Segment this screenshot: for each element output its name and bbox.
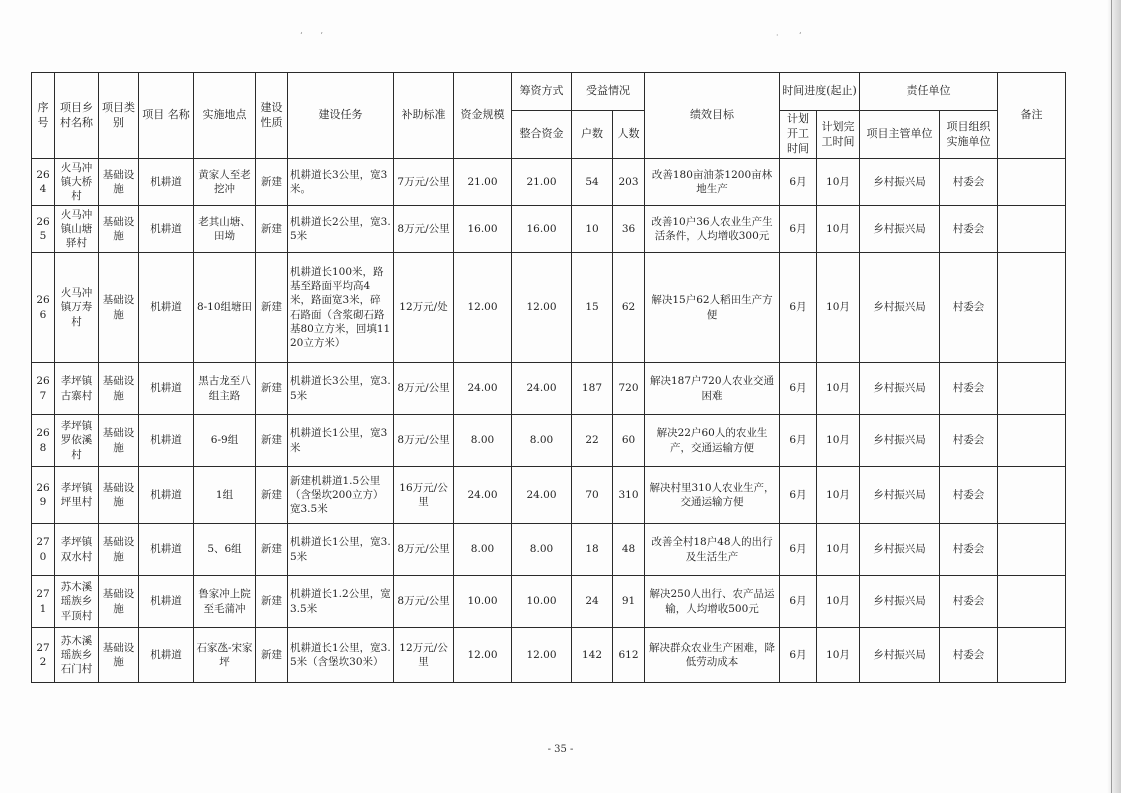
table-row (32, 467, 1066, 524)
header-responsibility: 责任单位 (860, 73, 998, 111)
row-location: 8-10组塘田 (194, 253, 256, 363)
row-location: 黄家人至老挖冲 (194, 159, 256, 206)
row-task: 机耕道长1公里，宽3米 (288, 415, 394, 467)
row-task: 机耕道长1公里，宽3.5米 (288, 524, 394, 576)
row-households: 70 (572, 467, 613, 524)
row-category: 基础设施 (99, 159, 139, 206)
row-people: 720 (613, 363, 645, 415)
row-finish: 10月 (817, 253, 860, 363)
row-nature: 新建 (256, 253, 288, 363)
row-org: 村委会 (940, 363, 998, 415)
row-start: 6月 (780, 467, 817, 524)
row-fund-scale: 16.00 (454, 206, 512, 253)
row-org: 村委会 (940, 159, 998, 206)
header-category: 项目类别 (99, 73, 139, 159)
row-people: 91 (613, 576, 645, 628)
row-nature: 新建 (256, 363, 288, 415)
table-row (32, 524, 1066, 576)
row-integrated-fund: 24.00 (512, 467, 572, 524)
row-finish: 10月 (817, 415, 860, 467)
header-subsidy: 补助标准 (394, 73, 454, 159)
header-integrated-fund: 整合资金 (512, 111, 572, 159)
header-org: 项目组织实施单位 (940, 111, 998, 159)
row-fund-scale: 10.00 (454, 576, 512, 628)
row-goal: 解决187户720人农业交通困难 (645, 363, 780, 415)
row-name: 机耕道 (139, 363, 194, 415)
row-village: 孝坪镇双水村 (55, 524, 99, 576)
row-task: 机耕道长3公里，宽3.5米 (288, 363, 394, 415)
table-row (32, 415, 1066, 467)
row-start: 6月 (780, 524, 817, 576)
row-people: 310 (613, 467, 645, 524)
row-start: 6月 (780, 206, 817, 253)
row-fund-scale: 8.00 (454, 415, 512, 467)
row-name: 机耕道 (139, 415, 194, 467)
row-subsidy: 8万元/公里 (394, 206, 454, 253)
row-org: 村委会 (940, 628, 998, 683)
row-integrated-fund: 21.00 (512, 159, 572, 206)
row-org: 村委会 (940, 576, 998, 628)
row-seq: 265 (32, 206, 55, 253)
header-performance: 绩效目标 (645, 73, 780, 159)
scan-speck-right: · ‘ (776, 31, 802, 40)
page-edge-shadow (1107, 0, 1121, 793)
row-task: 新建机耕道1.5公里（含堡坎200立方）宽3.5米 (288, 467, 394, 524)
row-seq: 267 (32, 363, 55, 415)
row-start: 6月 (780, 253, 817, 363)
row-location: 5、6组 (194, 524, 256, 576)
row-village: 苏木溪瑶族乡石门村 (55, 628, 99, 683)
row-people: 203 (613, 159, 645, 206)
row-name: 机耕道 (139, 159, 194, 206)
row-integrated-fund: 16.00 (512, 206, 572, 253)
header-name: 项目 名称 (139, 73, 194, 159)
row-households: 187 (572, 363, 613, 415)
row-start: 6月 (780, 415, 817, 467)
row-households: 24 (572, 576, 613, 628)
row-nature: 新建 (256, 467, 288, 524)
row-location: 鲁家冲上院至毛蒲冲 (194, 576, 256, 628)
row-goal: 解决22户60人的农业生产，交通运输方便 (645, 415, 780, 467)
row-dept: 乡村振兴局 (860, 159, 940, 206)
row-people: 62 (613, 253, 645, 363)
row-dept: 乡村振兴局 (860, 628, 940, 683)
row-remark (998, 415, 1066, 467)
header-benefit: 受益情况 (572, 73, 645, 111)
row-integrated-fund: 8.00 (512, 415, 572, 467)
row-finish: 10月 (817, 524, 860, 576)
row-households: 18 (572, 524, 613, 576)
row-finish: 10月 (817, 206, 860, 253)
row-task: 机耕道长2公里，宽3.5米 (288, 206, 394, 253)
row-name: 机耕道 (139, 206, 194, 253)
row-finish: 10月 (817, 363, 860, 415)
row-village: 火马冲镇万寿村 (55, 253, 99, 363)
row-category: 基础设施 (99, 576, 139, 628)
row-remark (998, 363, 1066, 415)
scan-speck-left: ‘ ’ (300, 31, 323, 40)
row-subsidy: 16万元/公里 (394, 467, 454, 524)
row-village: 火马冲镇山塘驿村 (55, 206, 99, 253)
row-dept: 乡村振兴局 (860, 206, 940, 253)
row-goal: 解决村里310人农业生产，交通运输方便 (645, 467, 780, 524)
row-remark (998, 253, 1066, 363)
row-integrated-fund: 12.00 (512, 253, 572, 363)
row-households: 15 (572, 253, 613, 363)
row-fund-scale: 12.00 (454, 628, 512, 683)
row-category: 基础设施 (99, 524, 139, 576)
row-integrated-fund: 10.00 (512, 576, 572, 628)
header-seq: 序号 (32, 73, 55, 159)
page-edge-line (1111, 0, 1112, 793)
row-task: 机耕道长3公里，宽3米。 (288, 159, 394, 206)
row-dept: 乡村振兴局 (860, 363, 940, 415)
row-goal: 改善180亩油茶1200亩林地生产 (645, 159, 780, 206)
row-goal: 解决群众农业生产困难，降低劳动成本 (645, 628, 780, 683)
row-people: 60 (613, 415, 645, 467)
row-seq: 271 (32, 576, 55, 628)
project-table (31, 72, 1066, 683)
row-integrated-fund: 12.00 (512, 628, 572, 683)
table-row (32, 159, 1066, 206)
row-task: 机耕道长1.2公里，宽3.5米 (288, 576, 394, 628)
header-people: 人数 (613, 111, 645, 159)
row-category: 基础设施 (99, 415, 139, 467)
row-remark (998, 524, 1066, 576)
row-start: 6月 (780, 159, 817, 206)
row-households: 10 (572, 206, 613, 253)
page-number: - 35 - (547, 744, 574, 755)
row-remark (998, 206, 1066, 253)
row-nature: 新建 (256, 206, 288, 253)
header-nature: 建设性质 (256, 73, 288, 159)
row-location: 老其山塘、田坳 (194, 206, 256, 253)
row-subsidy: 7万元/公里 (394, 159, 454, 206)
row-integrated-fund: 24.00 (512, 363, 572, 415)
row-nature: 新建 (256, 524, 288, 576)
row-location: 黑古龙至八组主路 (194, 363, 256, 415)
row-seq: 268 (32, 415, 55, 467)
row-category: 基础设施 (99, 628, 139, 683)
header-financing: 筹资方式 (512, 73, 572, 111)
row-start: 6月 (780, 576, 817, 628)
table-row (32, 253, 1066, 363)
row-name: 机耕道 (139, 467, 194, 524)
row-nature: 新建 (256, 628, 288, 683)
table-row (32, 206, 1066, 253)
row-goal: 解决15户62人稻田生产方便 (645, 253, 780, 363)
row-goal: 改善10户36人农业生产生活条件，人均增收300元 (645, 206, 780, 253)
row-fund-scale: 8.00 (454, 524, 512, 576)
row-village: 火马冲镇大桥村 (55, 159, 99, 206)
row-people: 36 (613, 206, 645, 253)
row-finish: 10月 (817, 576, 860, 628)
row-name: 机耕道 (139, 576, 194, 628)
row-households: 142 (572, 628, 613, 683)
row-dept: 乡村振兴局 (860, 576, 940, 628)
row-org: 村委会 (940, 467, 998, 524)
row-start: 6月 (780, 628, 817, 683)
row-nature: 新建 (256, 415, 288, 467)
row-remark (998, 159, 1066, 206)
row-seq: 269 (32, 467, 55, 524)
row-finish: 10月 (817, 628, 860, 683)
row-households: 54 (572, 159, 613, 206)
header-plan-finish: 计划完工时间 (817, 111, 860, 159)
table-row (32, 363, 1066, 415)
header-village: 项目乡村名称 (55, 73, 99, 159)
row-subsidy: 8万元/公里 (394, 576, 454, 628)
row-seq: 264 (32, 159, 55, 206)
row-fund-scale: 12.00 (454, 253, 512, 363)
row-name: 机耕道 (139, 628, 194, 683)
row-subsidy: 8万元/公里 (394, 415, 454, 467)
row-location: 1组 (194, 467, 256, 524)
row-location: 6-9组 (194, 415, 256, 467)
row-org: 村委会 (940, 524, 998, 576)
row-goal: 改善全村18户48人的出行及生活生产 (645, 524, 780, 576)
header-dept: 项目主管单位 (860, 111, 940, 159)
row-people: 612 (613, 628, 645, 683)
row-category: 基础设施 (99, 206, 139, 253)
header-remark: 备注 (998, 73, 1066, 159)
row-location: 石家氹-宋家坪 (194, 628, 256, 683)
header-households: 户数 (572, 111, 613, 159)
header-schedule: 时间进度(起止) (780, 73, 860, 111)
row-name: 机耕道 (139, 524, 194, 576)
row-integrated-fund: 8.00 (512, 524, 572, 576)
row-finish: 10月 (817, 159, 860, 206)
row-dept: 乡村振兴局 (860, 524, 940, 576)
row-task: 机耕道长100米，路基至路面平均高4米，路面宽3米，碎石路面（含浆砌石路基80立方米，回填1120立方米） (288, 253, 394, 363)
row-seq: 272 (32, 628, 55, 683)
row-start: 6月 (780, 363, 817, 415)
table-row (32, 628, 1066, 683)
row-seq: 270 (32, 524, 55, 576)
row-finish: 10月 (817, 467, 860, 524)
row-dept: 乡村振兴局 (860, 467, 940, 524)
row-remark (998, 576, 1066, 628)
table-body (32, 159, 1066, 683)
row-nature: 新建 (256, 159, 288, 206)
row-category: 基础设施 (99, 467, 139, 524)
row-fund-scale: 21.00 (454, 159, 512, 206)
row-goal: 解决250人出行、农产品运输，人均增收500元 (645, 576, 780, 628)
row-category: 基础设施 (99, 253, 139, 363)
row-nature: 新建 (256, 576, 288, 628)
row-fund-scale: 24.00 (454, 363, 512, 415)
row-subsidy: 8万元/公里 (394, 363, 454, 415)
row-village: 孝坪镇罗依溪村 (55, 415, 99, 467)
header-plan-start: 计划开工时间 (780, 111, 817, 159)
row-subsidy: 12万元/公里 (394, 628, 454, 683)
row-subsidy: 8万元/公里 (394, 524, 454, 576)
row-village: 苏木溪瑶族乡平顶村 (55, 576, 99, 628)
header-task: 建设任务 (288, 73, 394, 159)
row-name: 机耕道 (139, 253, 194, 363)
row-people: 48 (613, 524, 645, 576)
row-dept: 乡村振兴局 (860, 415, 940, 467)
header-location: 实施地点 (194, 73, 256, 159)
row-fund-scale: 24.00 (454, 467, 512, 524)
row-seq: 266 (32, 253, 55, 363)
table-row (32, 576, 1066, 628)
row-remark (998, 628, 1066, 683)
row-org: 村委会 (940, 253, 998, 363)
row-households: 22 (572, 415, 613, 467)
row-org: 村委会 (940, 415, 998, 467)
table-header-row-1 (32, 73, 1066, 111)
row-village: 孝坪镇古寨村 (55, 363, 99, 415)
row-village: 孝坪镇坪里村 (55, 467, 99, 524)
row-org: 村委会 (940, 206, 998, 253)
row-task: 机耕道长1公里，宽3.5米（含堡坎30米） (288, 628, 394, 683)
row-dept: 乡村振兴局 (860, 253, 940, 363)
header-fund-scale: 资金规模 (454, 73, 512, 159)
row-category: 基础设施 (99, 363, 139, 415)
row-subsidy: 12万元/处 (394, 253, 454, 363)
row-remark (998, 467, 1066, 524)
